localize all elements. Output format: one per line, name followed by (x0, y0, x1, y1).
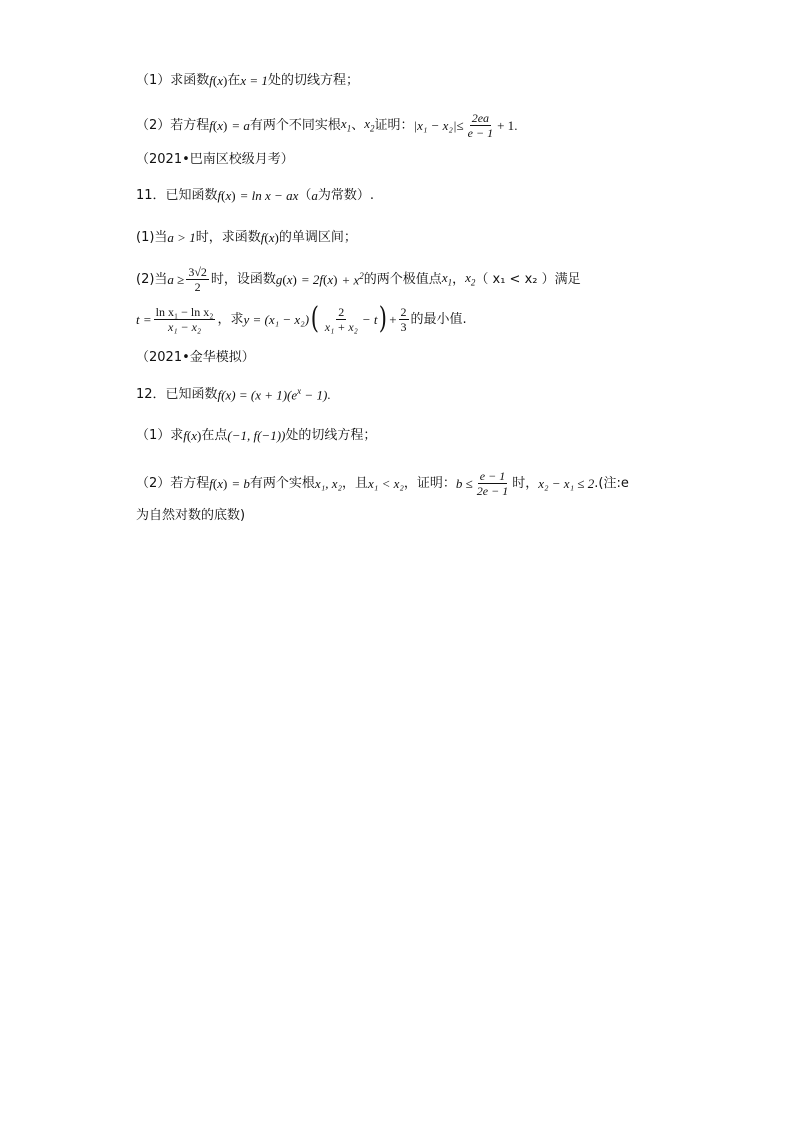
source-2-text: （2021•金华模拟） (136, 350, 255, 365)
q12-2-note: .(注:e (594, 476, 629, 491)
g-expression: = 2f (300, 272, 324, 287)
fraction-denominator: 3 (400, 319, 407, 334)
comma: ， (452, 272, 466, 287)
roots: x₁, x₂ (314, 476, 343, 491)
part-1-label: （1）求函数 (136, 73, 210, 88)
b-le: b ≤ (455, 476, 473, 491)
fraction-numerator: ln x₁ − ln x₂ (155, 304, 214, 319)
fraction-ln-ratio (154, 306, 216, 333)
question-12-label: 12．已知函数 (136, 386, 218, 402)
question-11-part-1: (1)当 a > 1 时，求函数 f ( x ) 的单调区间； (136, 230, 357, 245)
question-11-line: 11．已知函数 f ( x ) = ln x − ax （ a 为常数）. (136, 188, 374, 203)
q11-2-mid: 时，设函数 (210, 272, 276, 287)
period: . (514, 118, 518, 133)
fraction-denominator: x₁ + x₂ (324, 319, 358, 334)
question-12-line (136, 387, 331, 401)
part-1-mid: 在 (227, 73, 241, 88)
y-expression: y = (x₁ − x₂) (243, 311, 310, 327)
fraction-numerator: e − 1 (479, 469, 506, 483)
q11-1-mid: 时，求函数 (195, 230, 261, 245)
right-paren: ) (379, 301, 388, 336)
q11-2-label: (2)当 (136, 272, 168, 287)
fraction-numerator: 2 (338, 304, 345, 319)
question-11-expr: = ln x − ax (239, 188, 299, 203)
fraction-2-over-3 (399, 306, 409, 333)
q12-2-when: 时， (512, 476, 539, 491)
part-1-tail: 处的切线方程； (267, 73, 359, 88)
constant-a: a (311, 188, 318, 203)
question-11-part-2-formula (136, 301, 467, 336)
q12-1-mid: 在点 (201, 428, 228, 443)
fraction-denominator: e − 1 (467, 126, 494, 140)
fraction-2ea (466, 112, 495, 139)
q12-2-prove: ，证明： (403, 476, 456, 491)
q11-2-tail: 的两个极值点 (363, 272, 442, 287)
note-text: 为常数）. (317, 188, 374, 203)
extreme-x2: $x_2$ (465, 270, 476, 288)
part-1-line: （1）求函数 f ( x ) 在 x = 1 处的切线方程； (136, 73, 359, 88)
q11-1-label: (1)当 (136, 230, 168, 245)
part-2-mid: 有两个不同实根 (249, 118, 341, 133)
q11-1-cond: a > 1 (167, 230, 196, 245)
var-x: x (217, 73, 224, 88)
abs-difference: |x₁ − x₂| (413, 118, 457, 133)
fraction-numerator: 2 (400, 304, 407, 319)
fraction-numerator: 3√2 (188, 265, 207, 279)
question-12-part-2: （2）若方程 f ( x ) = b 有两个实根 x₁, x₂ ，且 x₁ < x₂ ，证明： b ≤ $\frac{e - 1}{2e - 1}$ 时， x₂ − x₁ ≤ 2 .(注:e (136, 469, 629, 498)
fraction-denominator: 2e − 1 (476, 484, 509, 498)
q12-1-tail: 处的切线方程； (285, 428, 377, 443)
q12-2-label: （2）若方程 (136, 476, 210, 491)
fraction-3-sqrt2-over-2 (186, 266, 209, 293)
separator: 、 (351, 118, 365, 133)
source-1-text: （2021•巴南区校级月考） (136, 152, 294, 167)
part-2-line: （2）若方程 f ( x ) = a 有两个不同实根 $x_1$ 、 $x_2$ 证明： |x₁ − x₂| ≤ $\frac{2ea}{e - 1}$ + 1 . (136, 111, 518, 140)
left-paren: ( (310, 301, 319, 336)
condition-x-eq-1: x = 1 (240, 73, 268, 88)
note-open: （ (298, 188, 312, 203)
question-12-expr: $f(x) = (x + 1)(e^x - 1)$ (217, 386, 328, 403)
q11-2-cond: a ≥ (167, 272, 185, 287)
fraction-e-ratio (475, 470, 510, 497)
fraction-2-over-sum (323, 306, 360, 333)
plus-one: + 1 (497, 118, 515, 133)
q12-2-and: ，且 (342, 476, 369, 491)
equation-eq-a: = a (231, 118, 250, 133)
plus-sign: + (389, 311, 397, 327)
q11-2-cond2: （ x₁ < x₂ ）满足 (475, 272, 581, 287)
minus-t: − t (361, 311, 378, 327)
q11-3-mid: ，求 (217, 311, 244, 327)
q12-2-conclusion: x₂ − x₁ ≤ 2 (538, 476, 595, 491)
func-g: g (275, 272, 283, 287)
q11-1-tail: 的单调区间； (278, 230, 357, 245)
le-sign: ≤ (456, 118, 464, 133)
fraction-denominator: 2 (194, 280, 201, 294)
fraction-numerator: 2ea (471, 111, 490, 125)
fraction-denominator: x₁ − x₂ (168, 319, 202, 334)
period: . (327, 386, 331, 402)
root-x1: $x_1$ (340, 116, 352, 134)
q12-2-mid: 有两个实根 (249, 476, 315, 491)
q12-2-cond: x₁ < x₂ (368, 476, 404, 491)
question-11-label: 11．已知函数 (136, 188, 218, 203)
part-2-label: （2）若方程 (136, 118, 210, 133)
func-f: f (209, 73, 213, 88)
root-x2: $x_2$ (364, 116, 375, 134)
question-11-part-2: (2)当 a ≥ $\frac{3√2}{2}$ 时，设函数 g ( x ) = 2f ( x ) + $x^2$ 的两个极值点 $x_1$ ， $x_2$ （ x₁ < x₂ ）满足 (136, 265, 581, 294)
q12-1-label: （1）求 (136, 428, 184, 443)
question-12-part-2-cont (136, 509, 245, 522)
q11-3-tail: 的最小值. (410, 311, 467, 327)
t-equals: t = (136, 311, 152, 327)
q12-2-continuation: 为自然对数的底数) (136, 508, 246, 523)
point-coord: (−1, f(−1)) (227, 428, 286, 443)
x-squared: + $x^2$ (341, 271, 364, 288)
extreme-x1: $x_1$ (441, 270, 453, 288)
source-2 (136, 351, 255, 364)
equation-eq-b: = b (231, 476, 250, 491)
question-12-part-1: （1）求 f ( x ) 在点 (−1, f(−1)) 处的切线方程； (136, 428, 377, 443)
source-1 (136, 153, 294, 166)
prove-label: 证明： (374, 118, 414, 133)
